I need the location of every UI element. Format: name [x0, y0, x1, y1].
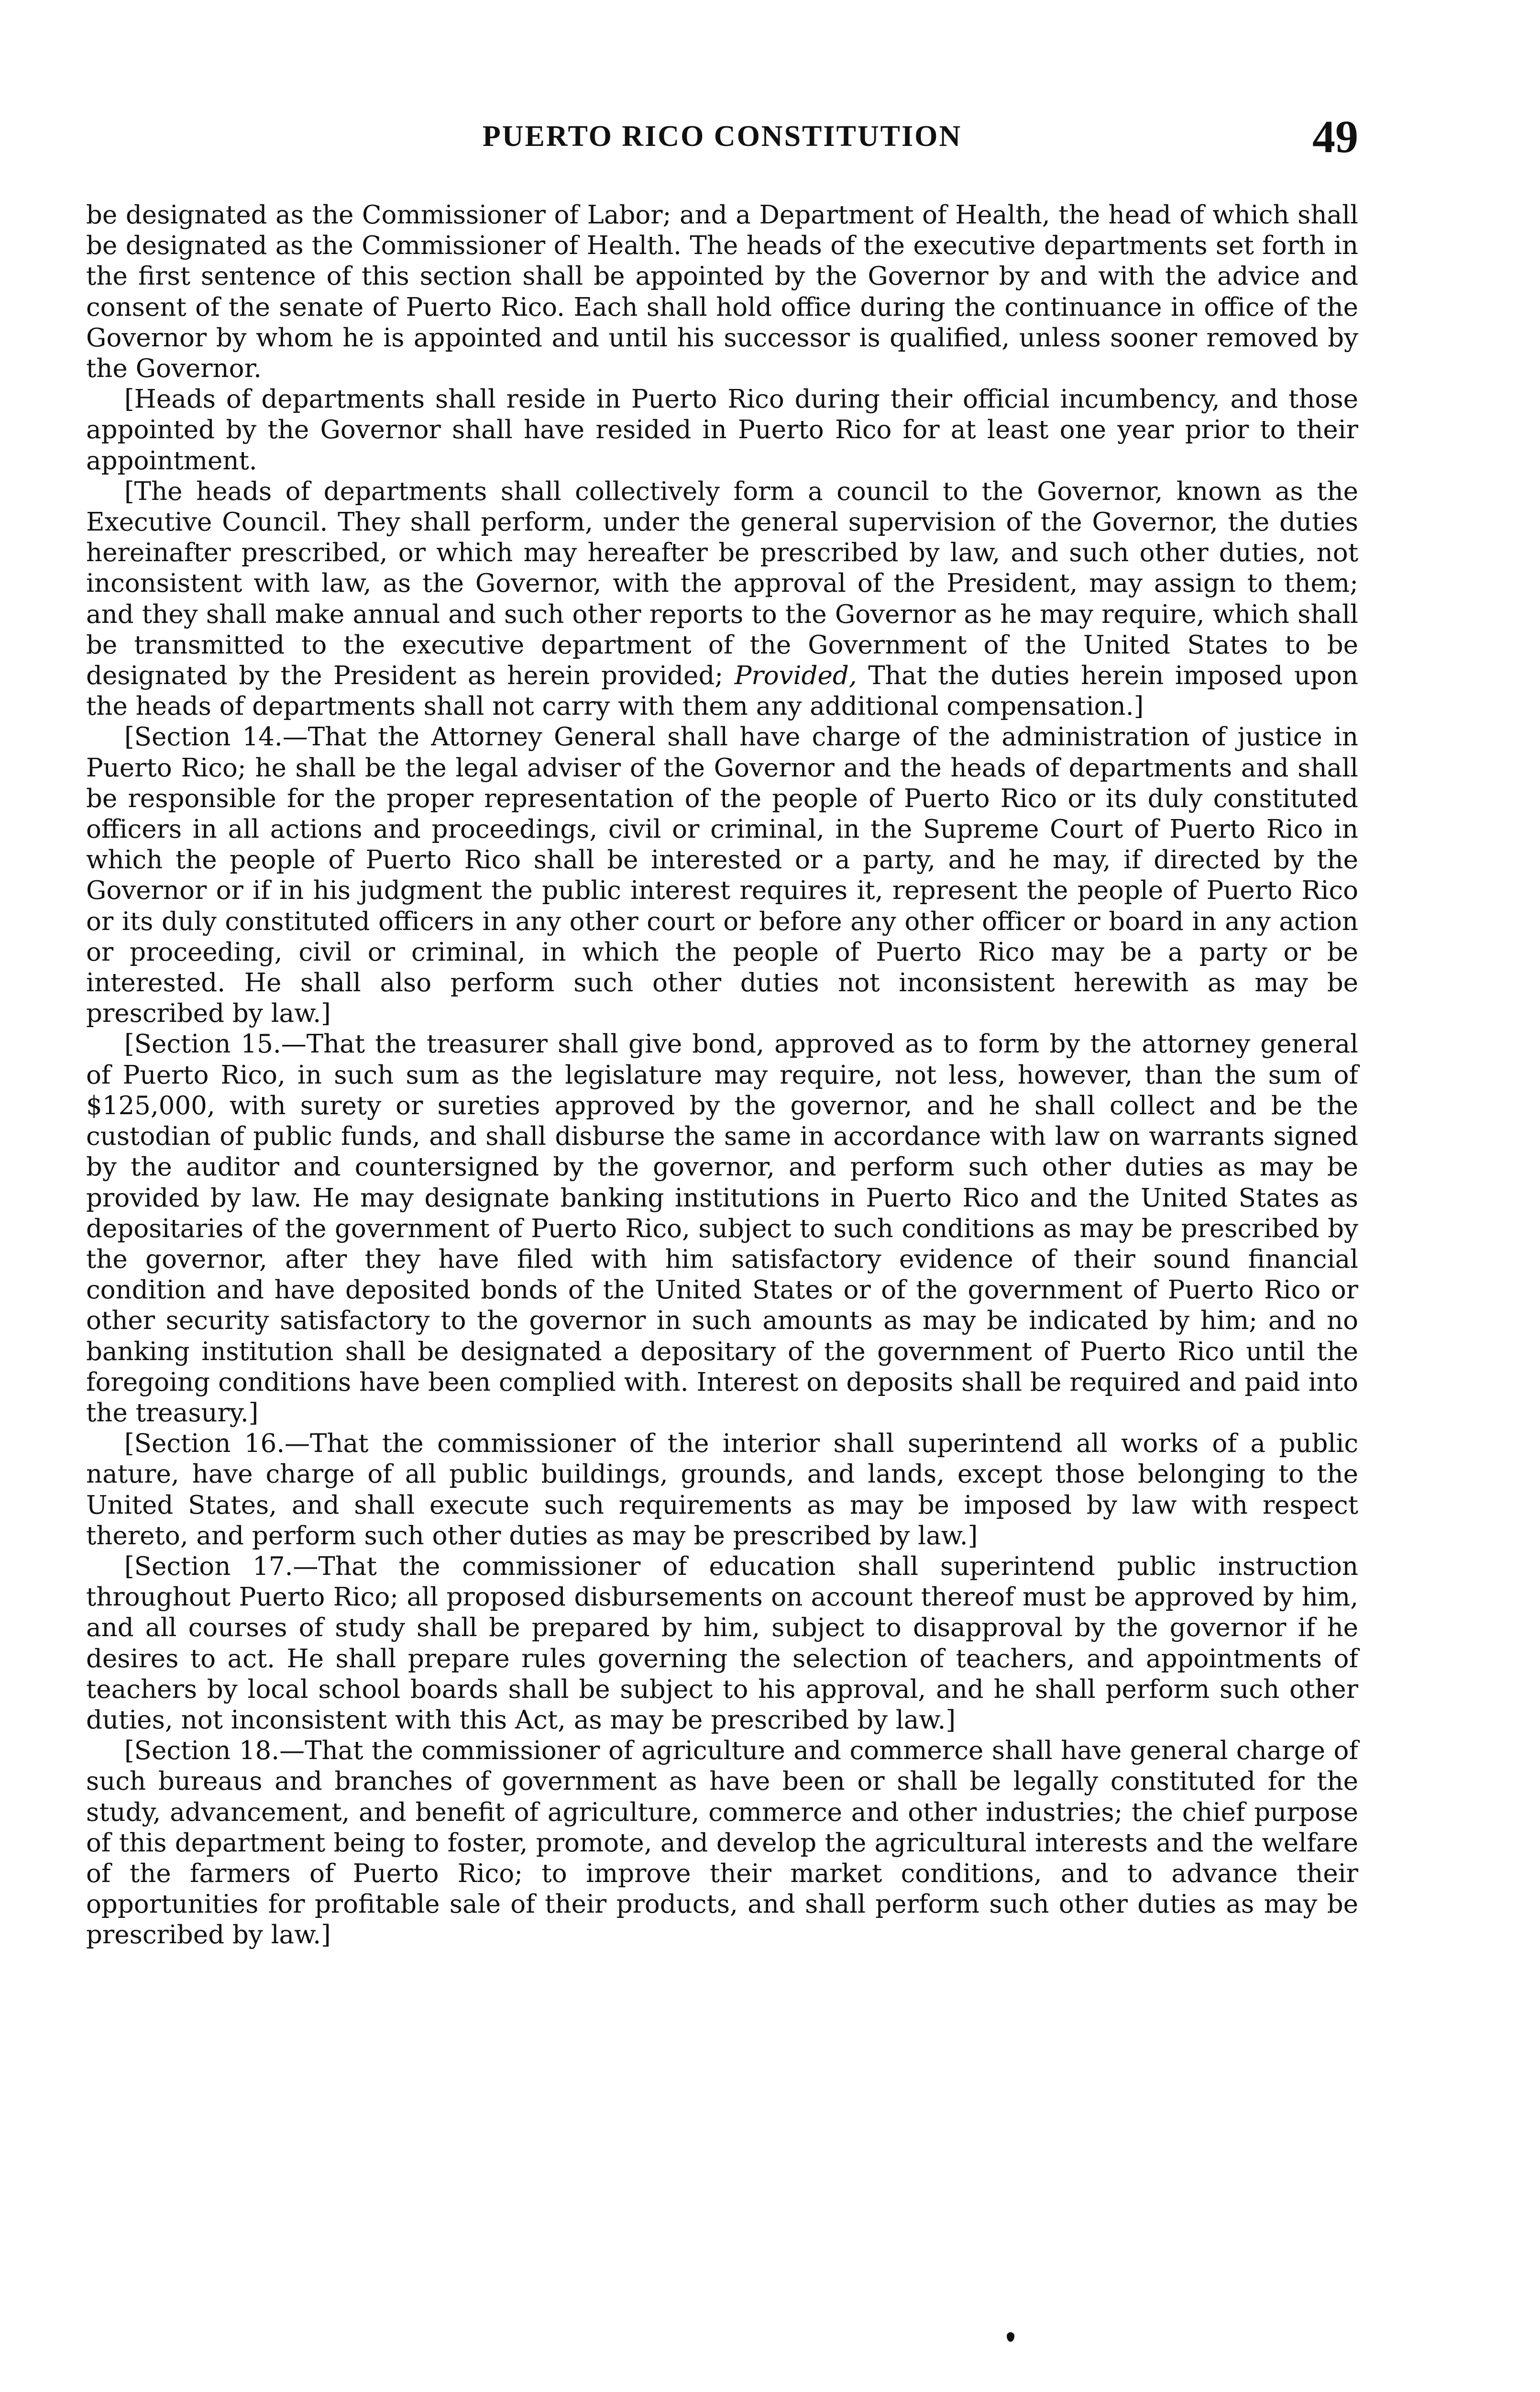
proviso-italic: Provided,: [734, 661, 857, 691]
document-page: [86, 0, 1358, 2392]
page-header: [86, 110, 1358, 167]
paragraph-section-16: [Section 16.—That the commissioner of the interior shall superintend all works of a public nature, have charge of all public buildings, grounds, and lands, except those belonging to the United States, and shall execute such requirements as may be imposed by law with respect thereto, and perform such other duties as may be prescribed by law.]: [86, 1429, 1358, 1550]
paragraph-heads-residence: [Heads of departments shall reside in Puerto Rico during their official incumbency, and those appointed by the Governor shall have resided in Puerto Rico for at least one year prior to their appointment.: [86, 385, 1358, 476]
body-text: [86, 200, 1358, 1951]
proviso-text: That the duties herein imposed upon the heads of departments shall not carry with them any additional compensation.]: [86, 661, 1358, 721]
paragraph-executive-council: [86, 476, 1358, 722]
paragraph-section-18: [Section 18.—That the commissioner of agriculture and commerce shall have general charge of such bureaus and branches of government as have been or shall be legally constituted for the study, advancement, and benefit of agriculture, commerce and other industries; the chief purpose of this department being to foster, promote, and develop the agricultural interests and the welfare of the farmers of Puerto Rico; to improve their market conditions, and to advance their opportunities for profitable sale of their products, and shall perform such other duties as may be prescribed by law.]: [86, 1736, 1358, 1950]
bullet-icon: [1007, 2332, 1014, 2342]
page-number: 49: [1312, 111, 1358, 162]
paragraph-section-14: [Section 14.—That the Attorney General shall have charge of the administration of justice in Puerto Rico; he shall be the legal adviser of the Governor and the heads of departments and shall be responsible for the proper representation of the people of Puerto Rico or its duly constituted officers in all actions and proceedings, civil or criminal, in the Supreme Court of Puerto Rico in which the people of Puerto Rico shall be interested or a party, and he may, if directed by the Governor or if in his judgment the public interest requires it, represent the people of Puerto Rico or its duly constituted officers in any other court or before any other officer or board in any action or proceeding, civil or criminal, in which the people of Puerto Rico may be a party or be interested. He shall also perform such other duties not inconsistent herewith as may be prescribed by law.]: [86, 722, 1358, 1029]
paragraph-section-17: [Section 17.—That the commissioner of education shall superintend public instruction throughout Puerto Rico; all proposed disbursements on account thereof must be approved by him, and all courses of study shall be prepared by him, subject to disapproval by the governor if he desires to act. He shall prepare rules governing the selection of teachers, and appointments of teachers by local school boards shall be subject to his approval, and he shall perform such other duties, not inconsistent with this Act, as may be prescribed by law.]: [86, 1551, 1358, 1735]
running-head: PUERTO RICO CONSTITUTION: [482, 120, 962, 153]
paragraph-section-15: [Section 15.—That the treasurer shall give bond, approved as to form by the attorney general of Puerto Rico, in such sum as the legislature may require, not less, however, than the sum of $125,000, with surety or sureties approved by the governor, and he shall collect and be the custodian of public funds, and shall disburse the same in accordance with law on warrants signed by the auditor and countersigned by the governor, and perform such other duties as may be provided by law. He may designate banking institutions in Puerto Rico and the United States as depositaries of the government of Puerto Rico, subject to such conditions as may be prescribed by the governor, after they have filed with him satisfactory evidence of their sound financial condition and have deposited bonds of the United States or of the government of Puerto Rico or other security satisfactory to the governor in such amounts as may be indicated by him; and no banking institution shall be designated a depositary of the government of Puerto Rico until the foregoing conditions have been complied with. Interest on deposits shall be required and paid into the treasury.]: [86, 1030, 1358, 1428]
paragraph-continuation: be designated as the Commissioner of Labor; and a Department of Health, the head of which shall be designated as the Commissioner of Health. The heads of the executive departments set forth in the first sentence of this section shall be appointed by the Governor by and with the advice and consent of the senate of Puerto Rico. Each shall hold office during the continuance in office of the Governor by whom he is appointed and until his successor is qualified, unless sooner removed by the Governor.: [86, 200, 1358, 384]
executive-council-text: [The heads of departments shall collectively form a council to the Governor, known as the Executive Council. They shall perform, under the general supervision of the Governor, the duties hereinafter prescribed, or which may hereafter be prescribed by law, and such other duties, not inconsistent with law, as the Governor, with the approval of the President, may assign to them; and they shall make annual and such other reports to the Governor as he may require, which shall be transmitted to the executive department of the Government of the United States to be designated by the President as herein provided;: [86, 476, 1358, 691]
